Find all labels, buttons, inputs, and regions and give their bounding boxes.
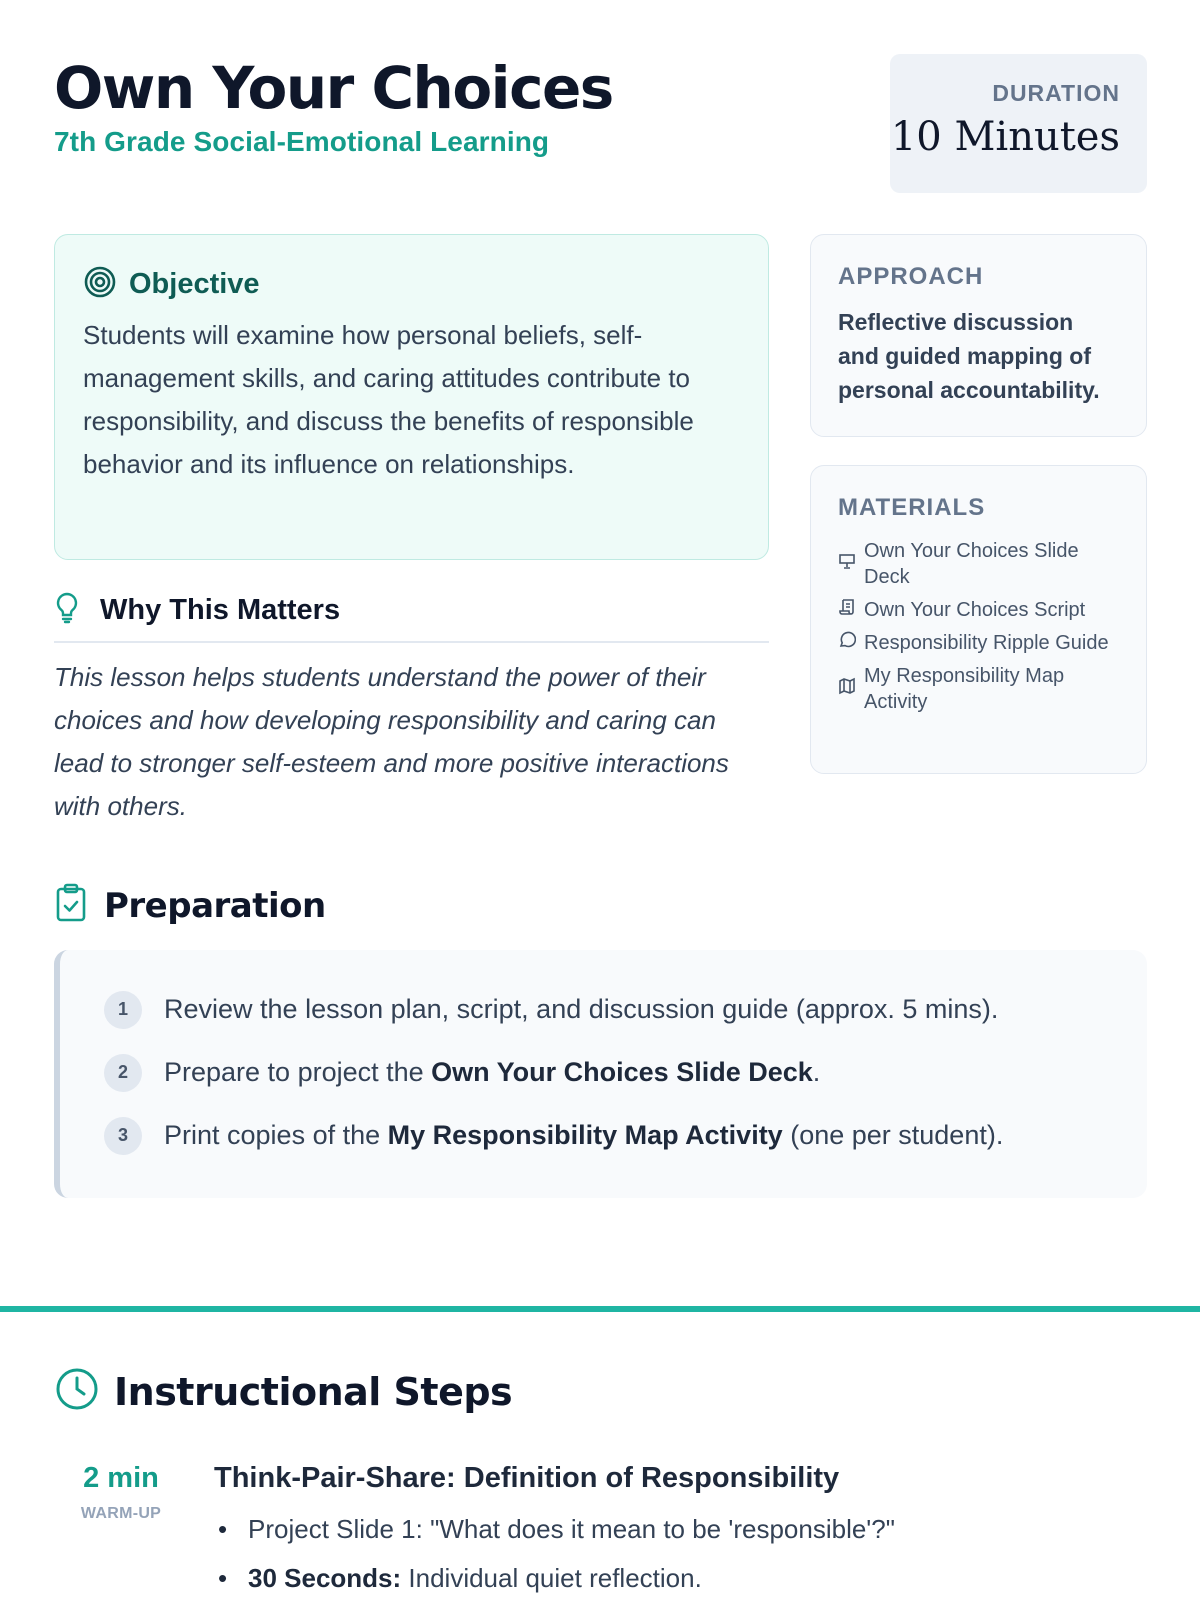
why-text: This lesson helps students understand the power of their choices and how developing responsibility and caring can lead to stronger self-esteem and more positive interactions with others. bbox=[54, 662, 729, 821]
material-label: Own Your Choices Slide Deck bbox=[864, 540, 1079, 588]
prep-text-end: (one per student). bbox=[782, 1120, 1004, 1150]
objective-text: Students will examine how personal beliefs, self-management skills, and caring attitudes contribute to responsibility, and discuss the benefits of responsible behavior and its influence on relationships. bbox=[83, 320, 694, 479]
step-bullets bbox=[214, 1505, 1134, 1600]
step-number: 2 bbox=[104, 1054, 142, 1092]
why-section-header bbox=[54, 590, 769, 643]
clipboard-check-icon bbox=[54, 883, 88, 928]
page-title: Own Your Choices bbox=[54, 54, 613, 122]
step-title: Think-Pair-Share: Definition of Responsibility bbox=[214, 1462, 840, 1494]
step-number: 1 bbox=[104, 991, 142, 1029]
duration-label: DURATION bbox=[992, 80, 1120, 106]
prep-bold: Own Your Choices Slide Deck bbox=[431, 1057, 813, 1087]
preparation-title: Preparation bbox=[104, 885, 326, 926]
clock-icon bbox=[54, 1366, 100, 1417]
preparation-item bbox=[104, 1104, 1147, 1167]
prep-text: Prepare to project the bbox=[164, 1057, 432, 1087]
material-label: My Responsibility Map Activity bbox=[864, 665, 1065, 713]
duration-card bbox=[890, 54, 1147, 193]
steps-header bbox=[54, 1366, 512, 1417]
preparation-item bbox=[104, 978, 1147, 1041]
material-item[interactable] bbox=[838, 663, 1126, 715]
step-time bbox=[54, 1462, 188, 1523]
presentation-icon bbox=[838, 551, 856, 577]
scroll-icon bbox=[838, 597, 856, 623]
step-bullet bbox=[214, 1505, 1134, 1554]
prep-text: Review the lesson plan, script, and discussion guide (approx. 5 mins). bbox=[164, 994, 999, 1024]
bullet-text: Project Slide 1: "What does it mean to be 'responsible'?" bbox=[248, 1514, 895, 1544]
materials-label: MATERIALS bbox=[838, 494, 986, 521]
lesson-header bbox=[54, 56, 613, 158]
material-item[interactable] bbox=[838, 630, 1126, 656]
objective-card bbox=[54, 234, 769, 560]
duration-value: 10 Minutes bbox=[890, 114, 1120, 160]
material-item[interactable] bbox=[838, 538, 1126, 590]
bullet-bold: 30 Seconds: bbox=[248, 1563, 402, 1593]
speech-bubble-icon bbox=[838, 630, 856, 656]
target-icon bbox=[83, 265, 117, 304]
approach-card bbox=[810, 234, 1147, 437]
step-bullet bbox=[214, 1554, 1134, 1600]
step-number: 3 bbox=[104, 1117, 142, 1155]
approach-label: APPROACH bbox=[838, 263, 984, 290]
step-phase: WARM-UP bbox=[80, 1505, 162, 1522]
why-title: Why This Matters bbox=[100, 594, 341, 626]
prep-text-end: . bbox=[812, 1057, 821, 1087]
preparation-list bbox=[54, 950, 1147, 1198]
bullet-text: Individual quiet reflection. bbox=[401, 1563, 702, 1593]
preparation-header bbox=[54, 883, 326, 928]
material-label: Own Your Choices Script bbox=[864, 599, 1086, 621]
materials-card bbox=[810, 465, 1147, 774]
prep-text: Print copies of the bbox=[164, 1120, 388, 1150]
map-icon bbox=[838, 676, 856, 702]
steps-title: Instructional Steps bbox=[114, 1369, 513, 1414]
step-duration: 2 min bbox=[83, 1462, 159, 1494]
page-subtitle: 7th Grade Social-Emotional Learning bbox=[54, 126, 550, 157]
section-divider bbox=[0, 1306, 1200, 1312]
approach-text: Reflective discussion and guided mapping of personal accountability. bbox=[838, 309, 1100, 403]
material-item[interactable] bbox=[838, 597, 1126, 623]
step-body bbox=[214, 1462, 1134, 1600]
materials-list bbox=[838, 538, 1126, 715]
material-label: Responsibility Ripple Guide bbox=[864, 632, 1109, 654]
preparation-item bbox=[104, 1041, 1147, 1104]
lightbulb-icon bbox=[54, 591, 80, 630]
prep-bold: My Responsibility Map Activity bbox=[387, 1120, 783, 1150]
objective-title: Objective bbox=[129, 268, 260, 300]
